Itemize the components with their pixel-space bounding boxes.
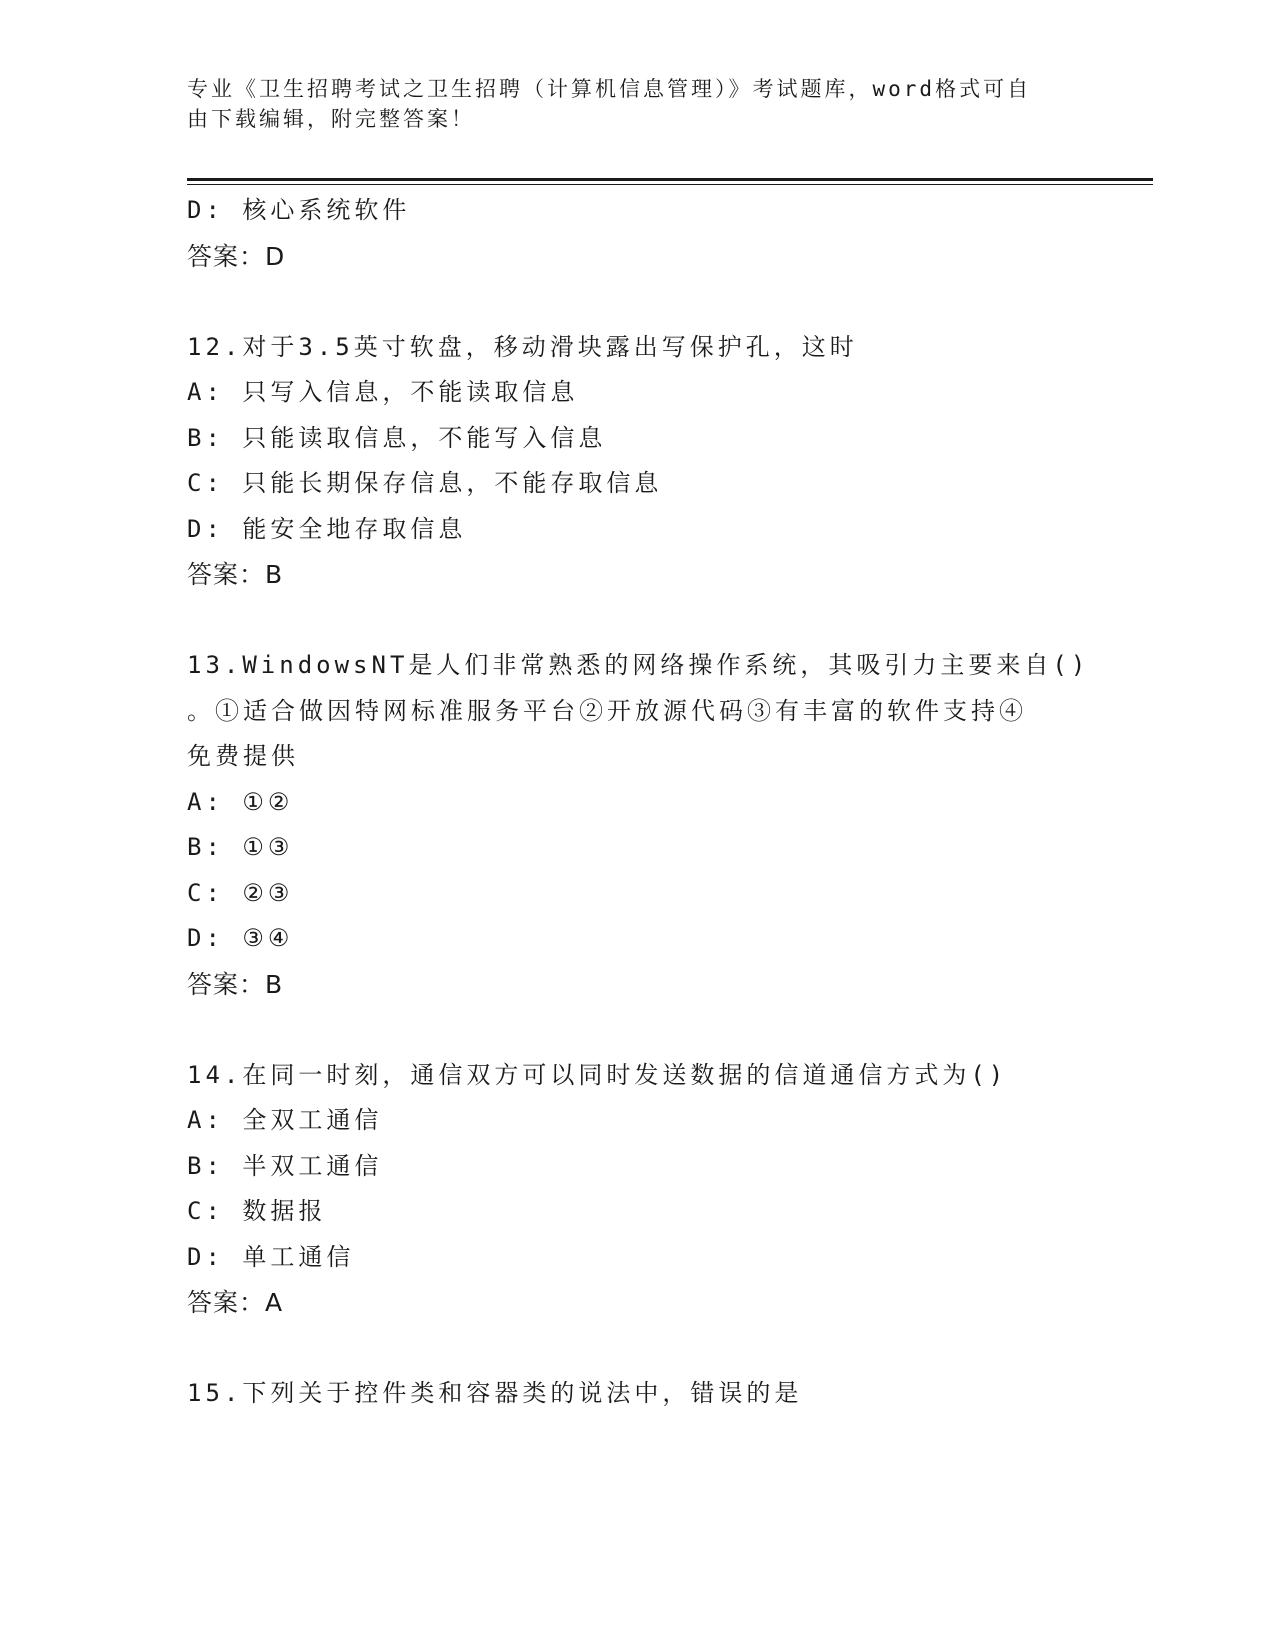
question-stem: 15.下列关于控件类和容器类的说法中，错误的是 <box>187 1379 803 1407</box>
spacer <box>187 598 1087 644</box>
question-stem-line-1: 13.WindowsNT是人们非常熟悉的网络操作系统，其吸引力主要来自() <box>187 651 1090 679</box>
header-divider-thin <box>187 184 1153 185</box>
question-14 <box>187 1053 1087 1326</box>
option-b: B: ①③ <box>187 833 294 861</box>
prev-question-answer: 答案：D <box>187 241 286 271</box>
option-b: B: 半双工通信 <box>187 1151 383 1180</box>
option-a: A: ①② <box>187 787 294 816</box>
option-a: A: 全双工通信 <box>187 1106 383 1134</box>
option-c: C: ②③ <box>187 878 294 907</box>
option-a: A: 只写入信息，不能读取信息 <box>187 378 579 406</box>
spacer <box>187 1326 1087 1372</box>
spacer <box>187 1007 1087 1053</box>
header-line-1: 专业《卫生招聘考试之卫生招聘（计算机信息管理）》考试题库，word格式可自 <box>187 77 1032 101</box>
option-c: C: 数据报 <box>187 1197 327 1225</box>
question-stem-line-3: 免费提供 <box>187 742 299 770</box>
question-stem: 12.对于3.5英寸软盘，移动滑块露出写保护孔，这时 <box>187 332 858 361</box>
question-13 <box>187 643 1090 1007</box>
spacer <box>187 279 1087 325</box>
option-d: D: 单工通信 <box>187 1242 355 1271</box>
header-line-2: 由下载编辑，附完整答案！ <box>187 107 475 131</box>
option-b: B: 只能读取信息，不能写入信息 <box>187 423 607 452</box>
option-d: D: ③④ <box>187 924 294 952</box>
prev-question-option-d: D: 核心系统软件 <box>187 196 411 224</box>
option-c: C: 只能长期保存信息，不能存取信息 <box>187 469 663 497</box>
answer: 答案：B <box>187 560 284 589</box>
question-stem: 14.在同一时刻，通信双方可以同时发送数据的信道通信方式为() <box>187 1060 1008 1089</box>
header-divider-thick <box>187 178 1153 181</box>
question-15 <box>187 1371 1087 1417</box>
answer: 答案：A <box>187 1288 284 1317</box>
option-d: D: 能安全地存取信息 <box>187 514 467 543</box>
question-stem-line-2: 。①适合做因特网标准服务平台②开放源代码③有丰富的软件支持④ <box>187 696 1027 725</box>
question-12 <box>187 325 1087 598</box>
question-content <box>187 188 1090 1417</box>
answer: 答案：B <box>187 969 284 999</box>
document-header <box>187 74 1067 134</box>
